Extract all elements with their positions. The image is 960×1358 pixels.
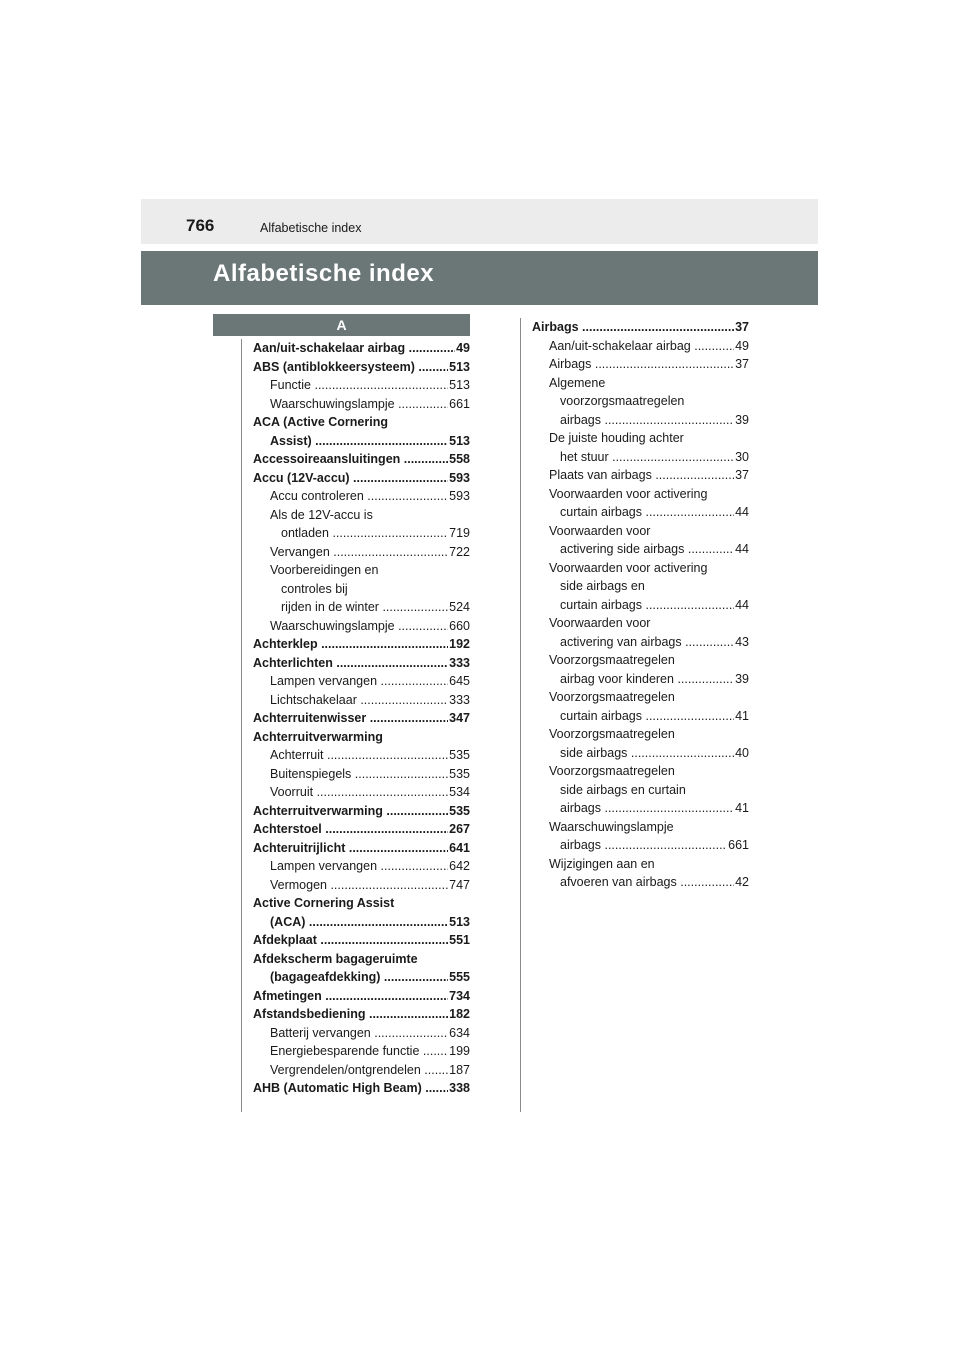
index-entry-page: 333 <box>448 691 470 710</box>
index-entry-text: Vermogen ..... <box>270 876 470 895</box>
index-entry <box>253 506 470 525</box>
index-entry <box>253 543 470 562</box>
index-entry-text: curtain airbags ..... <box>560 596 749 615</box>
index-entry <box>532 374 749 393</box>
index-entry-page: 634 <box>448 1024 470 1043</box>
index-entry-page: 513 <box>448 913 470 932</box>
index-entry <box>253 376 470 395</box>
index-entry-text: side airbags en curtain <box>560 782 686 797</box>
index-entry-page: 534 <box>448 783 470 802</box>
index-entry <box>532 744 749 763</box>
index-entry-text: Buitenspiegels ..... <box>270 765 470 784</box>
index-entry <box>253 432 470 451</box>
index-entry-text: Achterstoel ..... <box>253 820 470 839</box>
index-entry <box>532 392 749 411</box>
index-entry <box>253 1005 470 1024</box>
index-entry-page: 39 <box>734 670 749 689</box>
index-entry <box>253 839 470 858</box>
index-entry-text: Achterruitverwarming ..... <box>253 802 470 821</box>
index-entry-page: 44 <box>734 503 749 522</box>
index-entry-text: rijden in de winter ..... <box>281 598 470 617</box>
index-entry <box>253 950 470 969</box>
index-entry-text: Active Cornering Assist <box>253 896 395 910</box>
index-entry-page: 722 <box>448 543 470 562</box>
index-entry-text: Achterklep ..... <box>253 635 470 654</box>
index-entry-page: 645 <box>448 672 470 691</box>
index-entry-text: (ACA) ..... <box>270 913 470 932</box>
running-title: Alfabetische index <box>260 221 362 235</box>
index-entry <box>253 561 470 580</box>
index-entry <box>253 820 470 839</box>
index-entry-text: Aan/uit-schakelaar airbag ..... <box>253 339 470 358</box>
index-entry-text: Afdekscherm bagageruimte <box>253 951 418 966</box>
index-entry <box>532 688 749 707</box>
index-entry-text: side airbags ..... <box>560 744 749 763</box>
index-entry-page: 41 <box>734 799 749 818</box>
index-entry-page: 41 <box>734 707 749 726</box>
index-entry-text: Voorwaarden voor <box>549 523 651 538</box>
index-entry-page: 513 <box>448 432 470 451</box>
index-entry-page: 661 <box>448 395 470 414</box>
index-entry-text: curtain airbags ..... <box>560 707 749 726</box>
index-entry-page: 593 <box>448 469 470 488</box>
index-entry-text: Plaats van airbags ..... <box>549 466 749 485</box>
index-entry-page: 347 <box>448 709 470 728</box>
index-entry-text: Accessoireaansluitingen ..... <box>253 450 470 469</box>
index-entry-page: 641 <box>448 839 470 858</box>
index-entry-text: ontladen ..... <box>281 524 470 543</box>
index-entry <box>253 1024 470 1043</box>
index-entry <box>532 355 749 374</box>
index-entry-page: 37 <box>734 355 749 374</box>
index-entry <box>253 876 470 895</box>
index-entry-text: Energiebesparende functie ..... <box>270 1042 470 1061</box>
index-entry-page: 44 <box>734 596 749 615</box>
index-entry-text: voorzorgsmaatregelen <box>560 394 685 408</box>
index-entry <box>532 707 749 726</box>
index-entry <box>532 762 749 781</box>
index-entry-page: 513 <box>448 376 470 395</box>
index-entry <box>532 411 749 430</box>
index-entry-text: Vergrendelen/ontgrendelen ..... <box>270 1061 470 1080</box>
running-header-band <box>141 199 818 244</box>
index-entry-text: side airbags en <box>560 579 645 593</box>
index-entry-page: 37 <box>734 466 749 485</box>
index-entry <box>532 466 749 485</box>
index-entry <box>253 358 470 377</box>
index-entry-text: (bagageafdekking) ..... <box>270 968 470 987</box>
index-entry-text: Voorwaarden voor activering <box>549 560 708 575</box>
index-entry <box>253 487 470 506</box>
index-entry <box>532 448 749 467</box>
index-entry-text: Voorbereidingen en <box>270 563 379 577</box>
index-entry-text: Accu controleren ..... <box>270 487 470 506</box>
index-entry-page: 39 <box>734 411 749 430</box>
index-entry-page: 719 <box>448 524 470 543</box>
index-entry-text: De juiste houding achter <box>549 431 684 445</box>
index-entry-page: 593 <box>448 487 470 506</box>
index-entry-text: Lampen vervangen ..... <box>270 857 470 876</box>
index-entry-page: 267 <box>448 820 470 839</box>
index-entry-text: airbags ..... <box>560 836 749 855</box>
index-entry <box>532 485 749 504</box>
index-entry-text: Waarschuwingslampje <box>549 819 674 834</box>
index-entry <box>532 818 749 837</box>
index-entry-text: Airbags ..... <box>532 318 749 337</box>
index-entry <box>253 524 470 543</box>
index-entry <box>253 765 470 784</box>
index-entry-page: 524 <box>448 598 470 617</box>
index-entry-text: Airbags ..... <box>549 355 749 374</box>
index-entry-text: Voorzorgsmaatregelen <box>549 727 675 741</box>
index-entry-page: 199 <box>448 1042 470 1061</box>
index-entry <box>253 672 470 691</box>
index-entry-page: 661 <box>727 836 749 855</box>
index-entry <box>532 522 749 541</box>
index-entry-page: 187 <box>448 1061 470 1080</box>
index-entry-text: afvoeren van airbags ..... <box>560 873 749 892</box>
index-entry <box>253 469 470 488</box>
index-entry-text: Functie ..... <box>270 376 470 395</box>
index-entry-text: airbag voor kinderen ..... <box>560 670 749 689</box>
index-entry-page: 535 <box>448 765 470 784</box>
index-entry <box>532 614 749 633</box>
index-entry <box>253 802 470 821</box>
index-entry <box>253 1042 470 1061</box>
index-entry <box>253 1061 470 1080</box>
index-entry-text: Achterruitverwarming <box>253 729 383 744</box>
index-entry-page: 551 <box>448 931 470 950</box>
index-entry <box>532 651 749 670</box>
index-entry-text: Assist) ..... <box>270 432 470 451</box>
index-entry-text: activering side airbags ..... <box>560 540 749 559</box>
index-entry-text: controles bij <box>281 581 348 596</box>
index-entry-text: airbags ..... <box>560 411 749 430</box>
index-column-left <box>253 339 470 1098</box>
index-entry-page: 747 <box>448 876 470 895</box>
index-entry-text: Achterruitenwisser ..... <box>253 709 470 728</box>
index-entry-page: 513 <box>448 358 470 377</box>
left-column-rule <box>241 339 242 1112</box>
index-entry <box>253 987 470 1006</box>
index-entry-page: 535 <box>448 802 470 821</box>
index-entry <box>532 873 749 892</box>
index-entry-page: 40 <box>734 744 749 763</box>
index-entry-text: ABS (antiblokkeersysteem) ..... <box>253 358 470 377</box>
index-entry <box>253 635 470 654</box>
index-entry <box>253 931 470 950</box>
index-entry <box>253 617 470 636</box>
index-entry <box>532 337 749 356</box>
right-column-rule <box>520 318 521 1112</box>
index-entry <box>532 799 749 818</box>
index-entry-text: Lampen vervangen ..... <box>270 672 470 691</box>
index-entry <box>532 559 749 578</box>
index-entry-page: 182 <box>448 1005 470 1024</box>
index-entry <box>532 577 749 596</box>
index-entry-text: Waarschuwingslampje ..... <box>270 395 470 414</box>
page-title: Alfabetische index <box>213 260 435 287</box>
index-column-right <box>532 318 749 892</box>
index-entry-text: Achteruitrijlicht ..... <box>253 839 470 858</box>
index-entry-page: 49 <box>734 337 749 356</box>
index-entry <box>532 725 749 744</box>
index-entry-text: Waarschuwingslampje ..... <box>270 617 470 636</box>
index-entry <box>253 598 470 617</box>
index-entry-page: 30 <box>734 448 749 467</box>
index-entry <box>532 429 749 448</box>
index-entry <box>253 395 470 414</box>
index-entry-text: het stuur ..... <box>560 448 749 467</box>
index-entry-text: AHB (Automatic High Beam) ..... <box>253 1079 470 1098</box>
index-entry <box>253 857 470 876</box>
index-entry <box>253 413 470 432</box>
index-entry-text: curtain airbags ..... <box>560 503 749 522</box>
index-entry-text: Voorwaarden voor activering <box>549 486 708 501</box>
index-entry <box>253 450 470 469</box>
index-entry-page: 555 <box>448 968 470 987</box>
index-entry-text: Algemene <box>549 375 606 390</box>
index-entry-text: Wijzigingen aan en <box>549 856 655 871</box>
index-entry-text: airbags ..... <box>560 799 749 818</box>
index-entry <box>253 728 470 747</box>
index-entry <box>253 783 470 802</box>
index-entry-text: Als de 12V-accu is <box>270 507 373 522</box>
index-entry <box>532 633 749 652</box>
index-entry-text: ACA (Active Cornering <box>253 415 388 429</box>
index-entry <box>532 670 749 689</box>
index-entry-text: Batterij vervangen ..... <box>270 1024 470 1043</box>
index-entry-page: 535 <box>448 746 470 765</box>
index-entry-text: Accu (12V-accu) ..... <box>253 469 470 488</box>
index-entry <box>253 746 470 765</box>
index-entry <box>253 691 470 710</box>
index-entry-text: Voorzorgsmaatregelen <box>549 653 675 667</box>
index-entry-page: 37 <box>734 318 749 337</box>
index-entry <box>253 913 470 932</box>
index-entry-page: 333 <box>448 654 470 673</box>
index-entry-page: 49 <box>455 339 470 358</box>
index-entry <box>253 709 470 728</box>
index-entry <box>253 1079 470 1098</box>
index-entry-text: Vervangen ..... <box>270 543 470 562</box>
index-entry-page: 558 <box>448 450 470 469</box>
index-entry-page: 44 <box>734 540 749 559</box>
index-entry-page: 43 <box>734 633 749 652</box>
index-entry <box>532 855 749 874</box>
index-entry-page: 42 <box>734 873 749 892</box>
index-entry-text: Aan/uit-schakelaar airbag ..... <box>549 337 749 356</box>
index-entry <box>532 318 749 337</box>
index-entry-text: activering van airbags ..... <box>560 633 749 652</box>
index-entry-text: Achterlichten ..... <box>253 654 470 673</box>
index-entry <box>532 836 749 855</box>
index-entry-page: 734 <box>448 987 470 1006</box>
index-entry <box>532 596 749 615</box>
index-entry <box>532 540 749 559</box>
index-entry <box>253 894 470 913</box>
index-entry-page: 660 <box>448 617 470 636</box>
index-entry <box>253 968 470 987</box>
index-entry <box>253 654 470 673</box>
index-entry-text: Afstandsbediening ..... <box>253 1005 470 1024</box>
index-entry-text: Voorzorgsmaatregelen <box>549 690 675 704</box>
index-entry-text: Achterruit ..... <box>270 746 470 765</box>
index-entry <box>253 339 470 358</box>
index-entry-page: 192 <box>448 635 470 654</box>
index-entry <box>253 580 470 599</box>
page-number: 766 <box>186 216 215 235</box>
index-entry <box>532 503 749 522</box>
letter-heading: A <box>213 314 470 336</box>
index-entry-text: Lichtschakelaar ..... <box>270 691 470 710</box>
index-entry <box>532 781 749 800</box>
index-entry-page: 338 <box>448 1079 470 1098</box>
index-entry-page: 642 <box>448 857 470 876</box>
index-entry-text: Voorruit ..... <box>270 783 470 802</box>
index-entry-text: Afmetingen ..... <box>253 987 470 1006</box>
index-entry-text: Afdekplaat ..... <box>253 931 470 950</box>
index-entry-text: Voorwaarden voor <box>549 616 651 630</box>
index-entry-text: Voorzorgsmaatregelen <box>549 764 675 778</box>
